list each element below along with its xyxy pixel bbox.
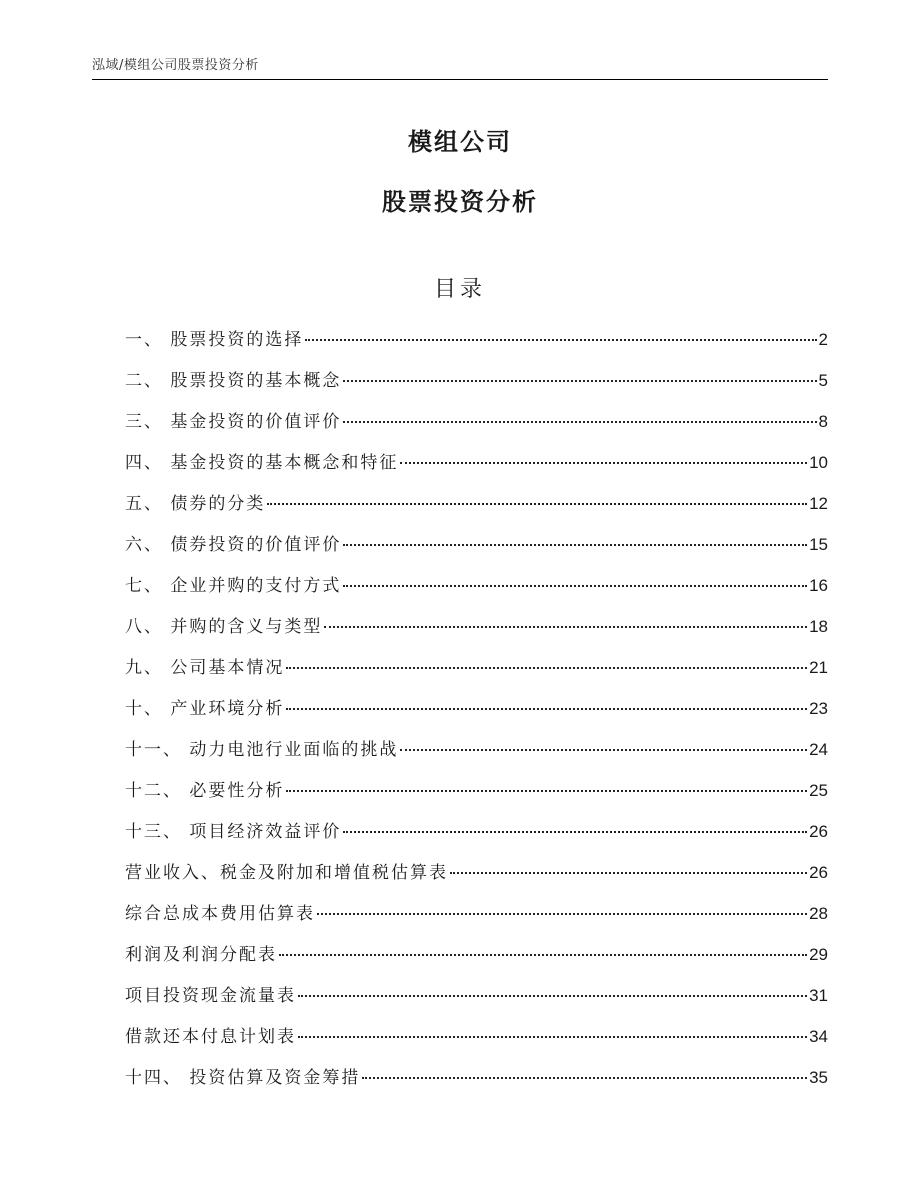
toc-entry-label: 十、 产业环境分析 [125,699,285,719]
toc-dot-leader [267,503,807,505]
toc-entry-page: 34 [809,1027,828,1046]
toc-dot-leader [362,1077,807,1079]
toc-entry-label: 项目投资现金流量表 [125,986,296,1006]
toc-entry-label: 一、 股票投资的选择 [125,330,304,350]
toc-entry-label: 利润及利润分配表 [125,945,277,965]
toc-entry[interactable] [125,817,828,858]
toc-entry-page: 8 [818,412,828,431]
toc-entry-page: 28 [809,904,828,923]
toc-entry-label: 十三、 项目经济效益评价 [125,822,342,842]
toc-entry[interactable] [125,899,828,940]
toc-entry[interactable] [125,530,828,571]
toc-entry-label: 九、 公司基本情况 [125,658,285,678]
toc-entry[interactable] [125,489,828,530]
document-title: 模组公司 [408,128,512,156]
toc-entry-page: 12 [809,494,828,513]
toc-entry-label: 借款还本付息计划表 [125,1027,296,1047]
toc-entry-label: 十四、 投资估算及资金筹措 [125,1068,361,1088]
toc-dot-leader [298,995,807,997]
toc-entry[interactable] [125,366,828,407]
toc-entry[interactable] [125,407,828,448]
table-of-contents [125,325,828,1104]
toc-entry-page: 18 [809,617,828,636]
toc-dot-leader [324,626,807,628]
running-header: 泓域/模组公司股票投资分析 [92,58,259,73]
toc-entry[interactable] [125,325,828,366]
toc-entry-label: 二、 股票投资的基本概念 [125,371,342,391]
toc-entry-page: 16 [809,576,828,595]
toc-entry-page: 31 [809,986,828,1005]
toc-entry-label: 十二、 必要性分析 [125,781,285,801]
toc-dot-leader [298,1036,807,1038]
toc-dot-leader [450,872,807,874]
toc-entry[interactable] [125,735,828,776]
toc-entry-page: 2 [818,330,828,349]
toc-entry[interactable] [125,776,828,817]
toc-dot-leader [400,462,807,464]
toc-entry-label: 四、 基金投资的基本概念和特征 [125,453,399,473]
toc-entry[interactable] [125,1063,828,1104]
toc-dot-leader [343,831,807,833]
toc-entry[interactable] [125,612,828,653]
toc-entry-page: 24 [809,740,828,759]
toc-dot-leader [286,708,807,710]
toc-entry-label: 十一、 动力电池行业面临的挑战 [125,740,399,760]
toc-entry-page: 26 [809,863,828,882]
toc-entry[interactable] [125,940,828,981]
toc-dot-leader [343,380,816,382]
toc-entry[interactable] [125,858,828,899]
toc-entry[interactable] [125,1022,828,1063]
toc-entry-label: 六、 债券投资的价值评价 [125,535,342,555]
toc-entry-page: 15 [809,535,828,554]
toc-dot-leader [305,339,816,341]
toc-entry[interactable] [125,448,828,489]
toc-entry-page: 26 [809,822,828,841]
toc-entry-page: 25 [809,781,828,800]
toc-entry-label: 三、 基金投资的价值评价 [125,412,342,432]
toc-dot-leader [286,667,807,669]
toc-dot-leader [343,585,807,587]
toc-entry-label: 营业收入、税金及附加和增值税估算表 [125,863,448,883]
toc-dot-leader [286,790,807,792]
toc-entry-label: 综合总成本费用估算表 [125,904,315,924]
toc-entry-page: 10 [809,453,828,472]
toc-entry[interactable] [125,981,828,1022]
toc-entry-label: 八、 并购的含义与类型 [125,617,323,637]
toc-entry-page: 35 [809,1068,828,1087]
toc-dot-leader [400,749,807,751]
document-subtitle: 股票投资分析 [382,188,538,216]
toc-entry[interactable] [125,571,828,612]
toc-dot-leader [317,913,807,915]
toc-entry[interactable] [125,653,828,694]
header-divider [92,79,828,80]
toc-dot-leader [279,954,807,956]
toc-entry[interactable] [125,694,828,735]
toc-dot-leader [343,544,807,546]
toc-entry-page: 29 [809,945,828,964]
toc-entry-label: 七、 企业并购的支付方式 [125,576,342,596]
toc-heading: 目录 [433,277,486,302]
toc-entry-page: 21 [809,658,828,677]
toc-entry-page: 5 [818,371,828,390]
toc-entry-label: 五、 债券的分类 [125,494,266,514]
toc-entry-page: 23 [809,699,828,718]
toc-dot-leader [343,421,816,423]
